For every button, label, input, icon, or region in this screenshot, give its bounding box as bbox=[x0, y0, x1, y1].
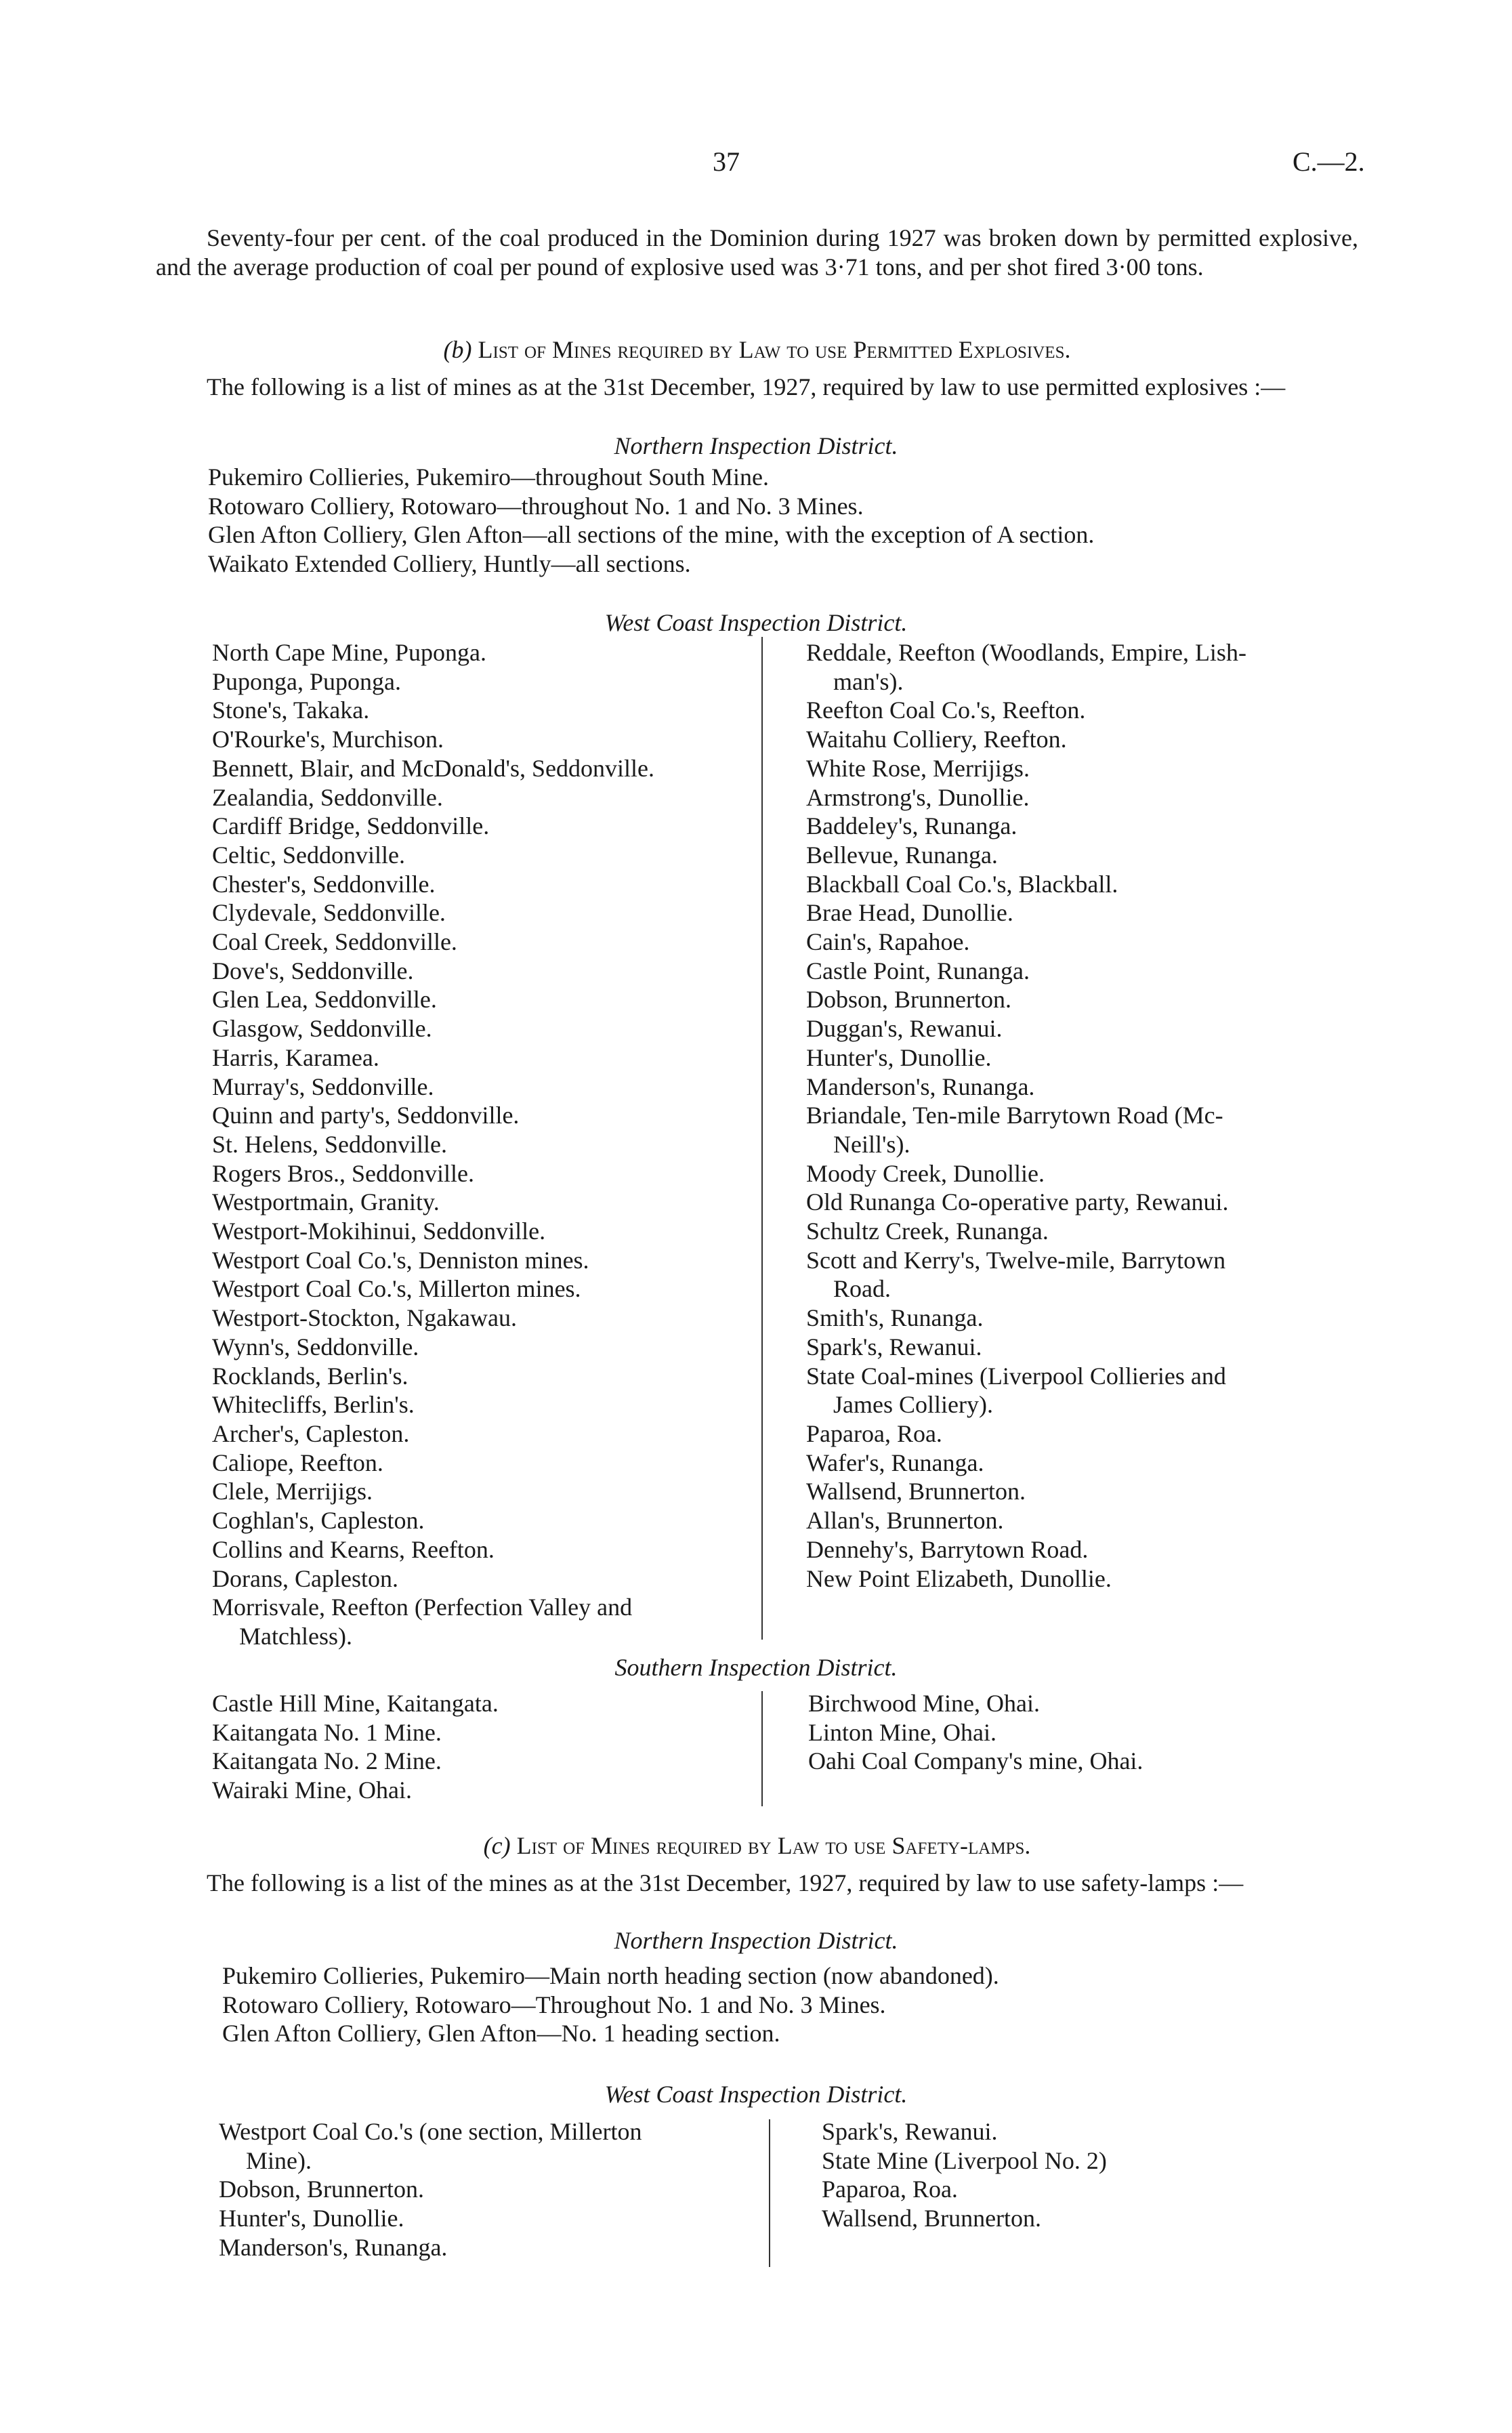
list-item: Glen Lea, Seddonville. bbox=[212, 986, 437, 1014]
list-item: Brae Head, Dunollie. bbox=[806, 899, 1013, 927]
list-item: Dennehy's, Barrytown Road. bbox=[806, 1535, 1089, 1563]
list-item: Wallsend, Brunnerton. bbox=[806, 1478, 1026, 1505]
list-item: O'Rourke's, Murchison. bbox=[212, 726, 444, 753]
column-divider bbox=[769, 2119, 770, 2267]
list-item: State Mine (Liverpool No. 2) bbox=[822, 2146, 1107, 2174]
section-c-heading bbox=[156, 1831, 1358, 1860]
list-item: Stone's, Takaka. bbox=[212, 696, 370, 724]
intro-paragraph: Seventy-four per cent. of the coal produced in the Dominion during 1927 was broken down by permitted explosive, and the average production of coal per pound of explosive used was 3·71 tons, and per shot fired 3·00 tons. bbox=[156, 224, 1358, 280]
list-item: Westport Coal Co.'s, Denniston mines. bbox=[212, 1246, 589, 1274]
list-item: Dobson, Brunnerton. bbox=[806, 986, 1011, 1014]
list-item: Duggan's, Rewanui. bbox=[806, 1015, 1003, 1043]
list-item: Moody Creek, Dunollie. bbox=[806, 1159, 1045, 1187]
list-item: Blackball Coal Co.'s, Blackball. bbox=[806, 870, 1118, 898]
list-item: Clydevale, Seddonville. bbox=[212, 899, 446, 927]
section-b-northern-title: Northern Inspection District. bbox=[614, 432, 898, 459]
section-b-title: List of Mines required by Law to use Permitted Explosives. bbox=[478, 336, 1071, 363]
list-item: Rocklands, Berlin's. bbox=[212, 1362, 408, 1390]
list-item: Bellevue, Runanga. bbox=[806, 841, 998, 869]
list-item: Bennett, Blair, and McDonald's, Seddonville. bbox=[212, 754, 654, 782]
list-item: Celtic, Seddonville. bbox=[212, 841, 405, 869]
list-item: New Point Elizabeth, Dunollie. bbox=[806, 1564, 1112, 1592]
section-c-intro: The following is a list of the mines as at the 31st December, 1927, required by law to use safety-lamps :— bbox=[207, 1869, 1244, 1896]
section-b-southern-left-list bbox=[212, 1689, 499, 1805]
section-c-west-coast-title: West Coast Inspection District. bbox=[604, 2081, 908, 2108]
list-item: Kaitangata No. 2 Mine. bbox=[212, 1747, 442, 1775]
list-item: Pukemiro Collieries, Pukemiro—Main north heading section (now abandoned). bbox=[222, 1962, 999, 1989]
list-item: Westport Coal Co.'s, Millerton mines. bbox=[212, 1275, 581, 1303]
list-item: Reefton Coal Co.'s, Reefton. bbox=[806, 696, 1086, 724]
list-item: Oahi Coal Company's mine, Ohai. bbox=[808, 1747, 1143, 1775]
list-item: Armstrong's, Dunollie. bbox=[806, 783, 1030, 811]
list-item: Spark's, Rewanui. bbox=[822, 2118, 998, 2145]
list-item: Morrisvale, Reefton (Perfection Valley and bbox=[212, 1594, 633, 1621]
list-item: Paparoa, Roa. bbox=[806, 1419, 942, 1447]
list-item: Coghlan's, Capleston. bbox=[212, 1507, 425, 1535]
list-item: Allan's, Brunnerton. bbox=[806, 1507, 1004, 1535]
list-item-continuation: James Colliery). bbox=[833, 1391, 993, 1419]
list-item: North Cape Mine, Puponga. bbox=[212, 639, 486, 666]
list-item: Castle Point, Runanga. bbox=[806, 957, 1030, 984]
list-item: Westportmain, Granity. bbox=[212, 1188, 440, 1216]
column-divider bbox=[761, 1691, 763, 1806]
list-item: Manderson's, Runanga. bbox=[806, 1073, 1035, 1100]
list-item: Glen Afton Colliery, Glen Afton—No. 1 heading section. bbox=[222, 2020, 780, 2047]
document-reference: C.—2. bbox=[1293, 146, 1365, 177]
section-b-northern-list bbox=[208, 463, 1094, 579]
list-item: Glasgow, Seddonville. bbox=[212, 1015, 432, 1043]
list-item: Hunter's, Dunollie. bbox=[806, 1043, 992, 1071]
list-item: Collins and Kearns, Reefton. bbox=[212, 1535, 495, 1563]
list-item: Whitecliffs, Berlin's. bbox=[212, 1391, 415, 1419]
list-item: Waitahu Colliery, Reefton. bbox=[806, 726, 1067, 753]
section-c-west-coast-right-list bbox=[822, 2117, 1107, 2233]
list-item: State Coal-mines (Liverpool Collieries and bbox=[806, 1362, 1226, 1390]
list-item: Westport Coal Co.'s (one section, Millerton bbox=[219, 2118, 642, 2145]
section-b-southern-right-list bbox=[808, 1689, 1143, 1776]
list-item: Archer's, Capleston. bbox=[212, 1419, 410, 1447]
list-item: Puponga, Puponga. bbox=[212, 667, 401, 695]
section-c-label: (c) bbox=[483, 1832, 511, 1859]
list-item: Kaitangata No. 1 Mine. bbox=[212, 1718, 442, 1746]
list-item: Birchwood Mine, Ohai. bbox=[808, 1690, 1040, 1717]
list-item: Pukemiro Collieries, Pukemiro—throughout South Mine. bbox=[208, 463, 769, 491]
list-item: Rogers Bros., Seddonville. bbox=[212, 1159, 474, 1187]
list-item: Zealandia, Seddonville. bbox=[212, 783, 443, 811]
list-item: Glen Afton Colliery, Glen Afton—all sections of the mine, with the exception of A section. bbox=[208, 521, 1095, 549]
list-item: Quinn and party's, Seddonville. bbox=[212, 1102, 520, 1129]
list-item: Coal Creek, Seddonville. bbox=[212, 928, 457, 956]
section-c-northern-list bbox=[222, 1961, 999, 2048]
list-item: St. Helens, Seddonville. bbox=[212, 1130, 447, 1158]
list-item: White Rose, Merrijigs. bbox=[806, 754, 1030, 782]
list-item: Chester's, Seddonville. bbox=[212, 870, 436, 898]
section-c-northern-title: Northern Inspection District. bbox=[614, 1927, 898, 1954]
list-item: Harris, Karamea. bbox=[212, 1043, 379, 1071]
list-item-continuation: man's). bbox=[833, 667, 904, 695]
list-item: Linton Mine, Ohai. bbox=[808, 1718, 996, 1746]
list-item: Reddale, Reefton (Woodlands, Empire, Lish- bbox=[806, 639, 1246, 666]
list-item: Castle Hill Mine, Kaitangata. bbox=[212, 1690, 499, 1717]
section-b-west-coast-right-list bbox=[806, 638, 1246, 1593]
list-item: Cain's, Rapahoe. bbox=[806, 928, 970, 956]
list-item: Scott and Kerry's, Twelve-mile, Barrytown bbox=[806, 1246, 1226, 1274]
list-item: Hunter's, Dunollie. bbox=[219, 2205, 404, 2232]
list-item: Dove's, Seddonville. bbox=[212, 957, 414, 984]
section-b-heading bbox=[156, 335, 1358, 365]
list-item: Paparoa, Roa. bbox=[822, 2176, 958, 2203]
list-item: Spark's, Rewanui. bbox=[806, 1333, 982, 1360]
section-b-southern-title: Southern Inspection District. bbox=[614, 1654, 898, 1681]
list-item-continuation: Matchless). bbox=[239, 1622, 352, 1650]
list-item: Wairaki Mine, Ohai. bbox=[212, 1776, 413, 1804]
list-item: Waikato Extended Colliery, Huntly—all sections. bbox=[208, 550, 691, 578]
list-item: Rotowaro Colliery, Rotowaro—Throughout No. 1 and No. 3 Mines. bbox=[222, 1991, 886, 2018]
list-item: Murray's, Seddonville. bbox=[212, 1073, 434, 1100]
list-item: Smith's, Runanga. bbox=[806, 1304, 984, 1332]
section-c-title: List of Mines required by Law to use Safety-lamps. bbox=[516, 1832, 1031, 1859]
section-b-west-coast-left-list bbox=[212, 638, 654, 1651]
list-item-continuation: Neill's). bbox=[833, 1130, 910, 1158]
list-item: Old Runanga Co-operative party, Rewanui. bbox=[806, 1188, 1229, 1216]
section-c-west-coast-left-list bbox=[219, 2117, 642, 2262]
page-number: 37 bbox=[713, 146, 740, 177]
list-item-continuation: Mine). bbox=[246, 2146, 312, 2174]
section-b-west-coast-title: West Coast Inspection District. bbox=[604, 609, 908, 636]
list-item: Rotowaro Colliery, Rotowaro—throughout No. 1 and No. 3 Mines. bbox=[208, 492, 864, 520]
list-item: Dobson, Brunnerton. bbox=[219, 2176, 424, 2203]
list-item: Wallsend, Brunnerton. bbox=[822, 2205, 1042, 2232]
section-b-intro: The following is a list of mines as at the 31st December, 1927, required by law to use permitted explosives :— bbox=[207, 373, 1286, 400]
list-item: Westport-Mokihinui, Seddonville. bbox=[212, 1218, 546, 1245]
section-b-label: (b) bbox=[443, 336, 472, 363]
list-item: Manderson's, Runanga. bbox=[219, 2233, 448, 2261]
list-item: Schultz Creek, Runanga. bbox=[806, 1218, 1049, 1245]
list-item: Wafer's, Runanga. bbox=[806, 1449, 984, 1476]
column-divider bbox=[761, 637, 763, 1640]
list-item: Briandale, Ten-mile Barrytown Road (Mc- bbox=[806, 1102, 1223, 1129]
list-item: Caliope, Reefton. bbox=[212, 1449, 383, 1476]
list-item: Clele, Merrijigs. bbox=[212, 1478, 373, 1505]
list-item: Wynn's, Seddonville. bbox=[212, 1333, 419, 1360]
list-item: Cardiff Bridge, Seddonville. bbox=[212, 812, 490, 840]
list-item: Westport-Stockton, Ngakawau. bbox=[212, 1304, 517, 1332]
list-item-continuation: Road. bbox=[833, 1275, 891, 1303]
list-item: Dorans, Capleston. bbox=[212, 1564, 398, 1592]
list-item: Baddeley's, Runanga. bbox=[806, 812, 1017, 840]
